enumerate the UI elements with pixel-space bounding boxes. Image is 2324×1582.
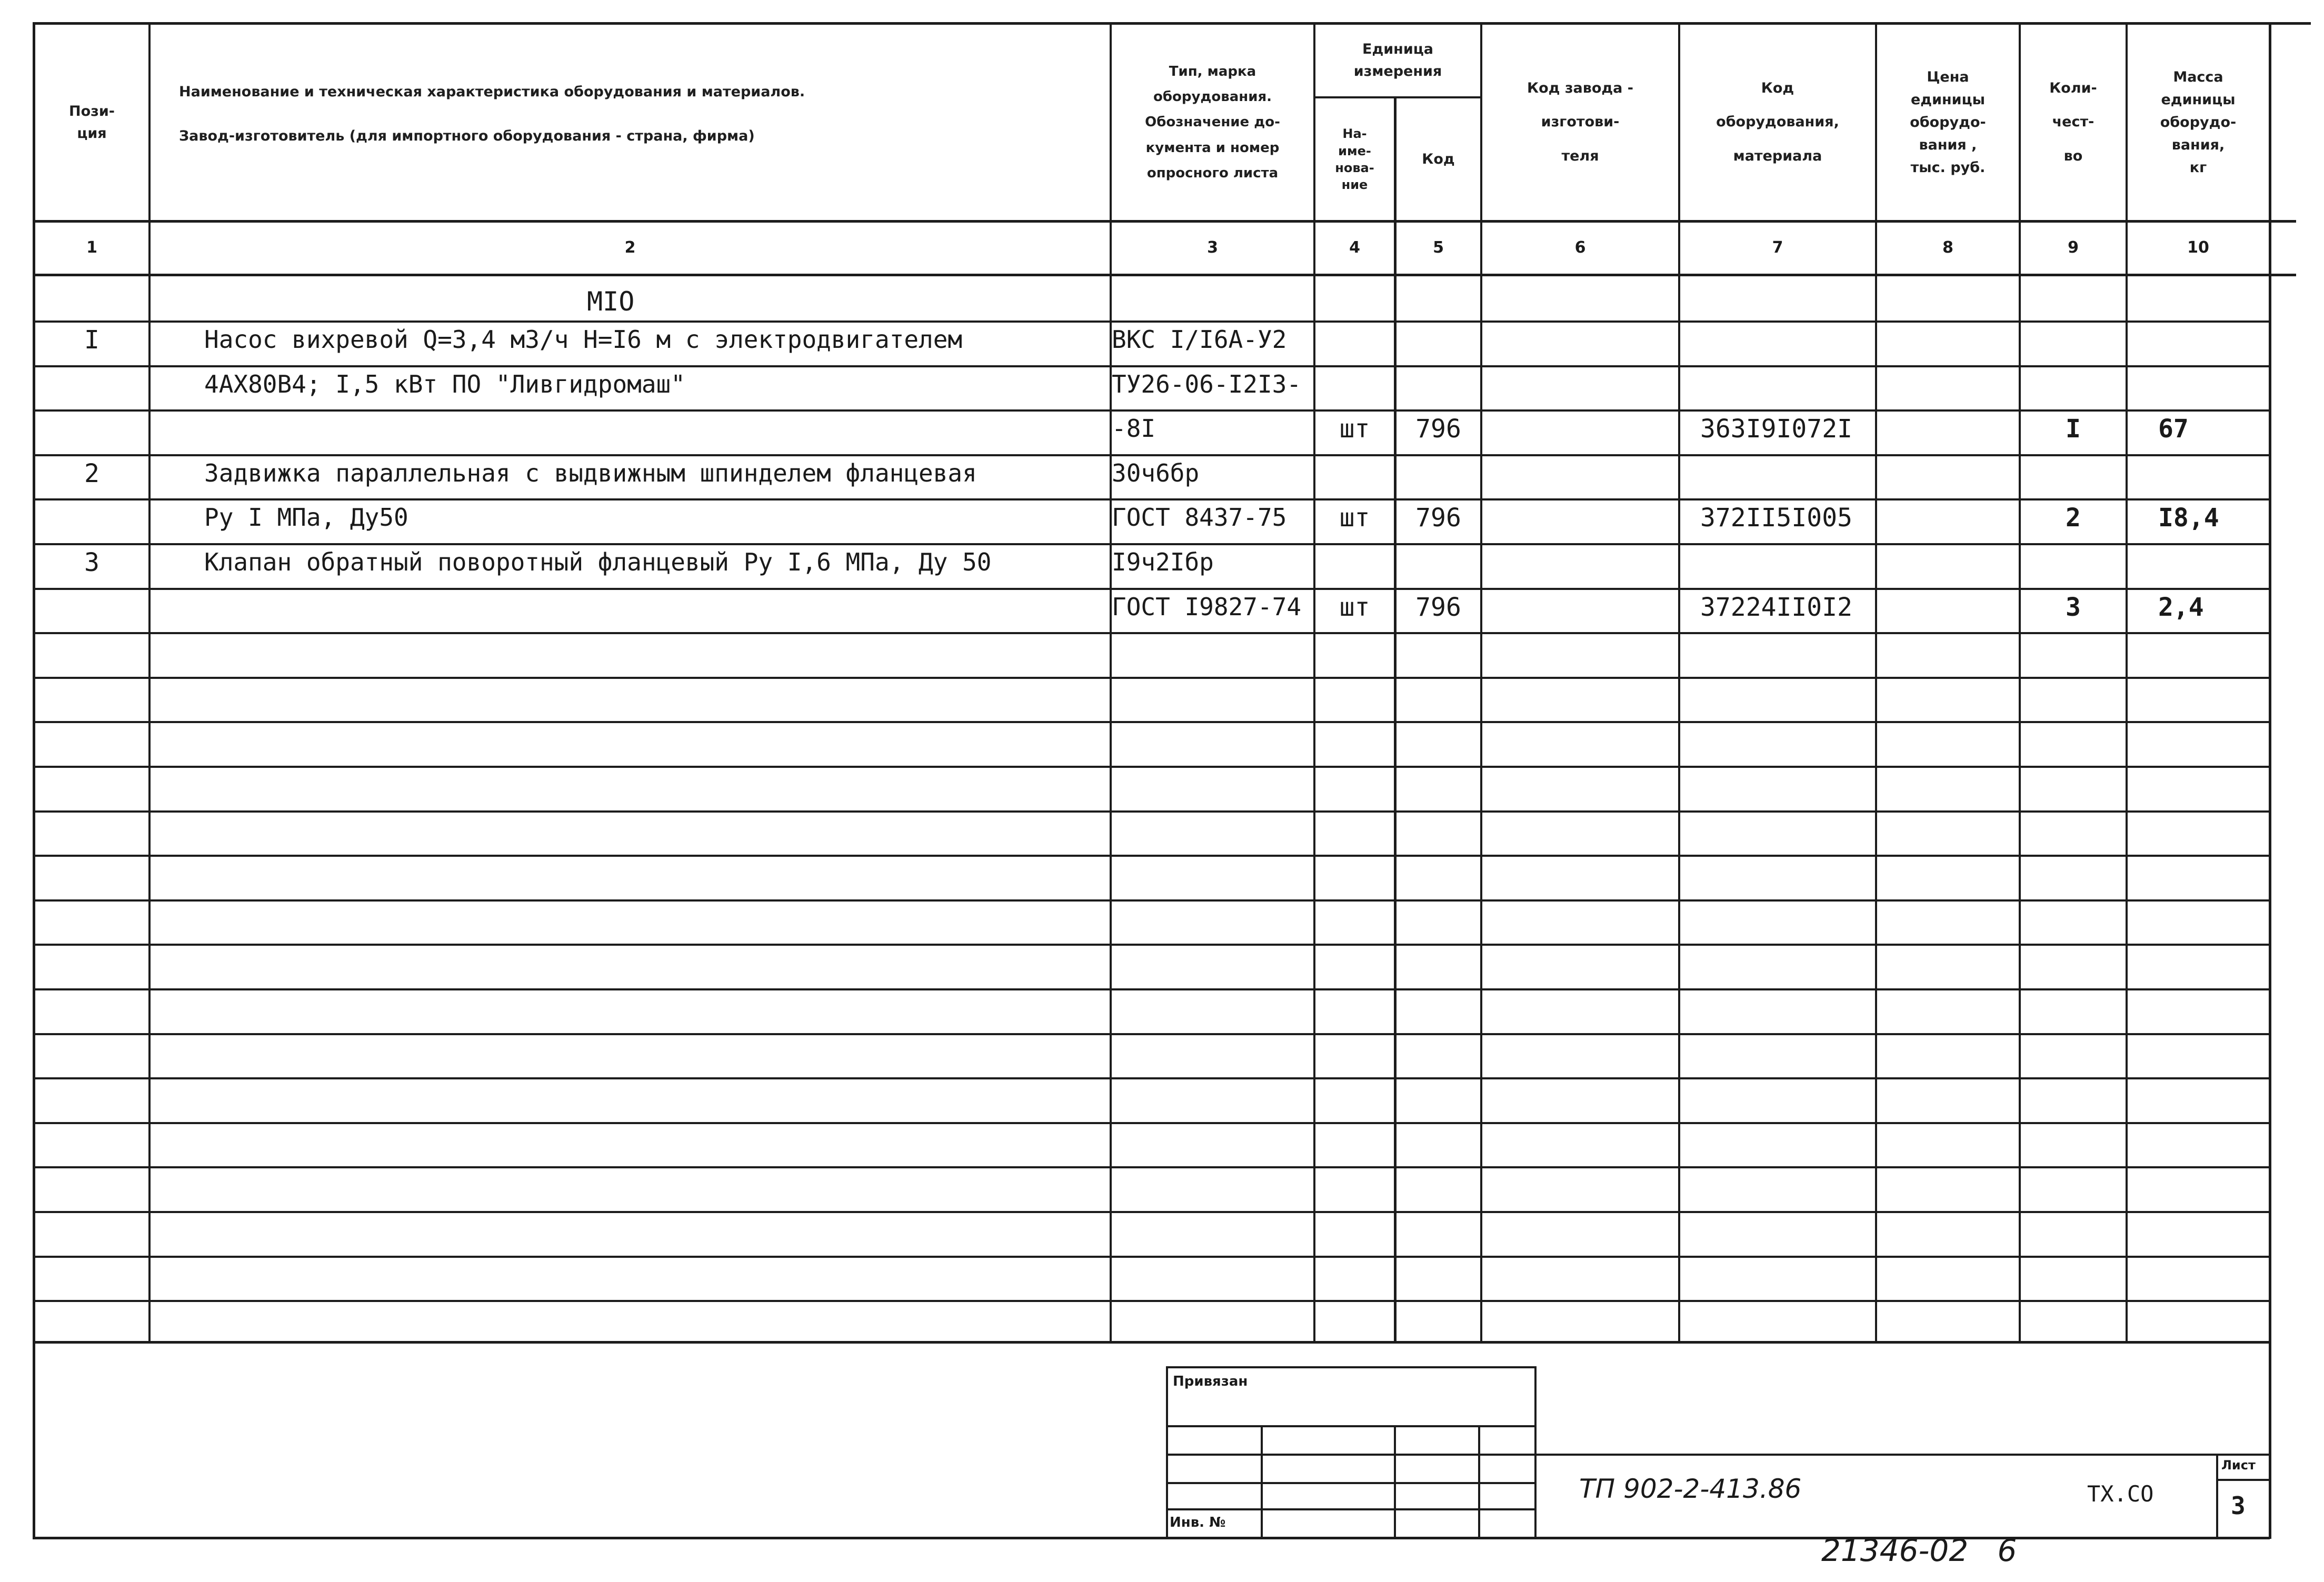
document-suffix: ТХ.СО <box>2087 1481 2154 1507</box>
cell-type: ТУ26-06-I2I3- <box>1112 370 1302 398</box>
cell-mass: 67 <box>2158 414 2189 444</box>
cell-name: Клапан обратный поворотный фланцевый Ру I,6 МПа, Ду 50 <box>204 548 992 576</box>
cell-name: Задвижка параллельная с выдвижным шпинделем фланцевая <box>204 459 977 487</box>
header-mass: Масса единицы оборудо- вания, кг <box>2160 68 2237 176</box>
header-price: Цена единицы оборудо- вания , тыс. руб. <box>1910 68 1986 176</box>
header-equipment-code: Код оборудования, материала <box>1716 79 1839 165</box>
header-name: Наименование и техническая характеристика оборудования и материалов. Завод-изготовитель (для импортного оборудования - страна, фирма) <box>179 84 805 144</box>
cell-name: Ру I МПа, Ду50 <box>204 503 408 532</box>
column-number: 10 <box>2187 238 2209 257</box>
row-line <box>35 1166 2269 1168</box>
row-line <box>35 365 2269 367</box>
row-line <box>35 1122 2269 1124</box>
header-quantity: Коли- чест- во <box>2049 79 2097 165</box>
cell-quantity: I <box>2066 414 2081 444</box>
cell-quantity: 2 <box>2066 503 2081 533</box>
header-unit-name: На- име- нова- ние <box>1335 126 1374 193</box>
row-line <box>35 810 2269 813</box>
cell-type: ВКС I/I6А-У2 <box>1112 325 1287 354</box>
row-line <box>35 721 2269 723</box>
row-line <box>35 321 2269 323</box>
cell-type: I9ч2Iбр <box>1112 548 1214 576</box>
linked-label: Привязан <box>1173 1374 1248 1389</box>
cell-unit-code: 796 <box>1415 593 1461 622</box>
row-line <box>35 543 2269 545</box>
cell-position: I <box>84 325 99 355</box>
row-line <box>35 632 2269 634</box>
row-line <box>35 454 2269 456</box>
cell-unit-code: 796 <box>1415 414 1461 444</box>
row-line <box>35 1256 2269 1258</box>
cell-unit-name: шт <box>1339 414 1370 444</box>
column-number: 9 <box>2068 238 2079 257</box>
row-line <box>35 1077 2269 1079</box>
header-position: Пози- ция <box>69 103 115 142</box>
column-number: 4 <box>1349 238 1360 257</box>
cell-unit-code: 796 <box>1415 503 1461 533</box>
row-line <box>35 855 2269 857</box>
row-line <box>35 1211 2269 1213</box>
cell-equipment-code: 372II5I005 <box>1700 503 1852 533</box>
cell-mass: 2,4 <box>2158 593 2204 622</box>
header-unit-group: Единица измерения <box>1353 41 1442 79</box>
column-number: 1 <box>86 238 97 257</box>
column-number: 3 <box>1207 238 1218 257</box>
cell-quantity: 3 <box>2066 593 2081 622</box>
column-number: 2 <box>624 238 636 257</box>
row-line <box>35 498 2269 500</box>
column-number: 8 <box>1942 238 1953 257</box>
sheet-label: Лист <box>2221 1458 2256 1473</box>
cell-type: ГОСТ I9827-74 <box>1112 593 1302 621</box>
row-line <box>35 1300 2269 1302</box>
cell-unit-name: шт <box>1339 593 1370 622</box>
cell-equipment-code: 363I9I072I <box>1700 414 1852 444</box>
cell-unit-name: шт <box>1339 503 1370 533</box>
cell-type: 30ч6бр <box>1112 459 1200 487</box>
row-line <box>35 677 2269 679</box>
inventory-number-label: Инв. № <box>1170 1515 1226 1530</box>
row-line <box>35 1033 2269 1035</box>
cell-name: Насос вихревой Q=3,4 м3/ч H=I6 м с электродвигателем <box>204 325 963 354</box>
cell-type: -8I <box>1112 414 1156 443</box>
column-number: 5 <box>1433 238 1444 257</box>
cell-position: 2 <box>84 459 99 488</box>
document-code: ТП 902-2-413.86 <box>1579 1474 1802 1504</box>
cell-equipment-code: 37224II0I2 <box>1700 593 1852 622</box>
header-type: Тип, марка оборудования. Обозначение до- кумента и номер опросного листа <box>1145 64 1280 181</box>
cell-position: 3 <box>84 548 99 577</box>
row-line <box>35 409 2269 412</box>
column-number: 6 <box>1574 238 1586 257</box>
archive-number: 21346-02 6 <box>1821 1533 2017 1568</box>
row-line <box>35 944 2269 946</box>
section-title: МIО <box>587 286 635 317</box>
row-line <box>35 988 2269 990</box>
header-unit-code: Код <box>1422 151 1455 168</box>
row-line <box>35 899 2269 902</box>
row-line <box>35 588 2269 590</box>
cell-type: ГОСТ 8437-75 <box>1112 503 1287 532</box>
column-number: 7 <box>1772 238 1783 257</box>
cell-mass: I8,4 <box>2158 503 2219 533</box>
sheet-number: 3 <box>2231 1491 2246 1520</box>
cell-name: 4АХ80В4; I,5 кВт ПО "Ливгидромаш" <box>204 370 685 398</box>
header-plant-code: Код завода - изготови- теля <box>1527 79 1633 165</box>
row-line <box>35 766 2269 768</box>
